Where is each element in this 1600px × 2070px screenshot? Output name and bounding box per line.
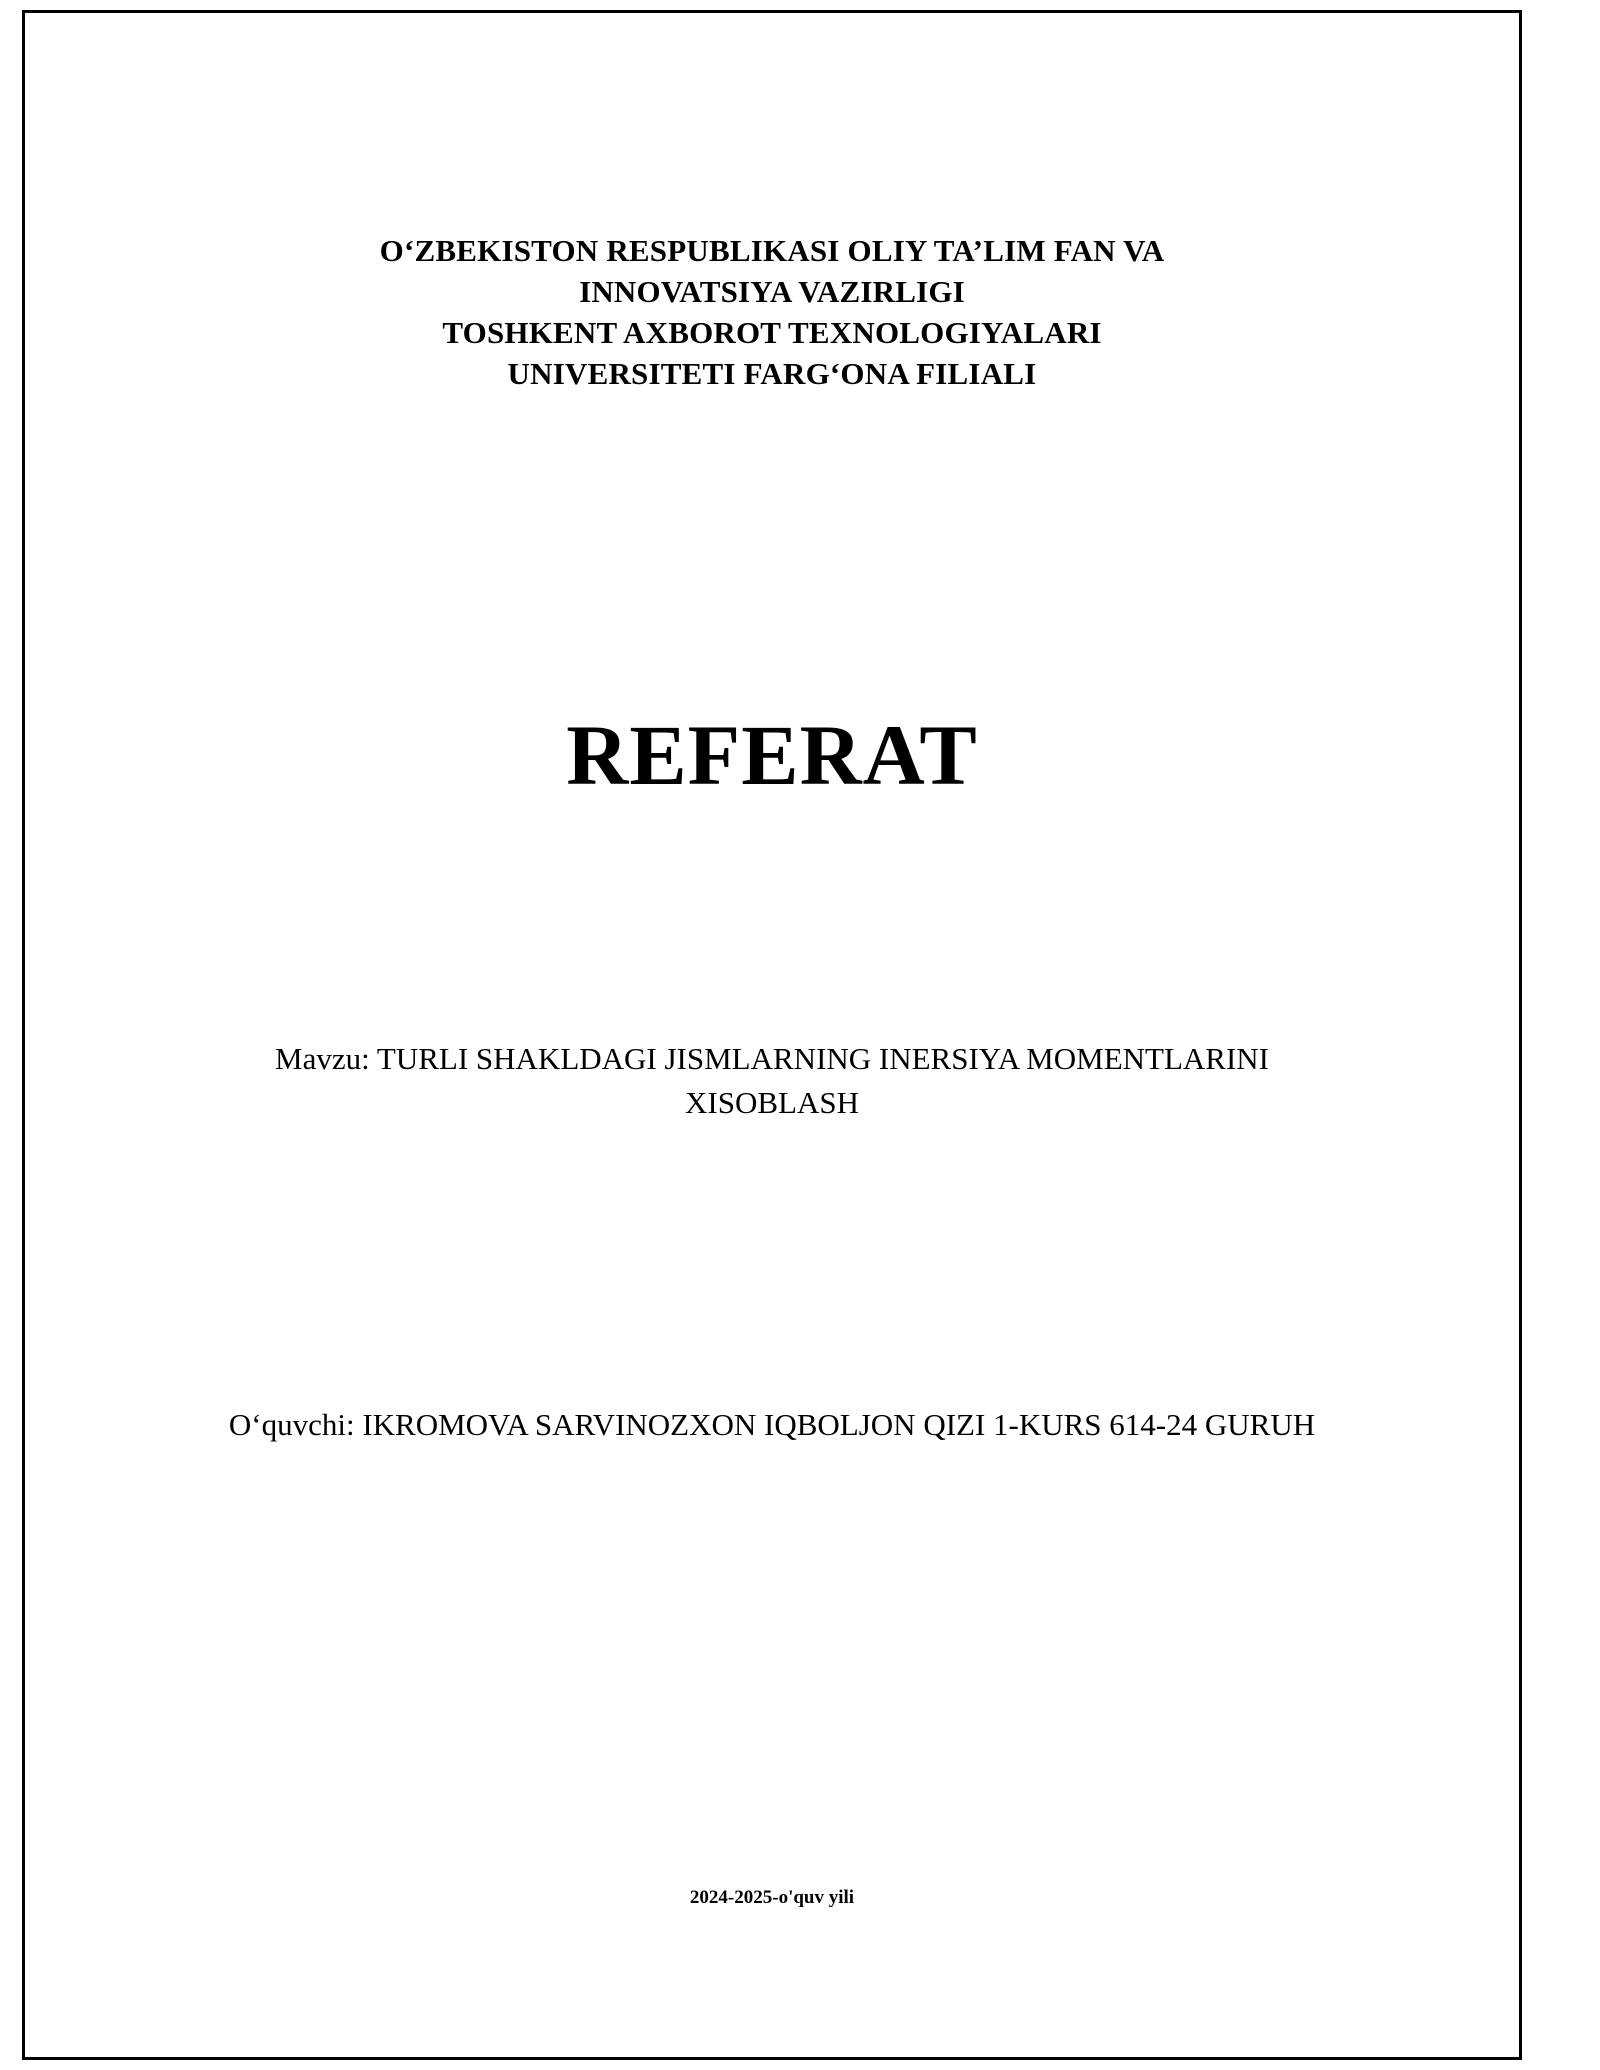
author-line: O‘quvchi: IKROMOVA SARVINOZXON IQBOLJON QIZI 1-KURS 614-24 GURUH bbox=[228, 1406, 1316, 1442]
institution-line-4: UNIVERSITETI FARG‘ONA FILIALI bbox=[507, 355, 1037, 391]
subject-line: Mavzu: TURLI SHAKLDAGI JISMLARNING INERSIYA MOMENTLARINI XISOBLASH bbox=[275, 1040, 1269, 1120]
title-page-content bbox=[25, 13, 1519, 2057]
document-type-title: REFERAT bbox=[566, 706, 978, 803]
institution-line-1: O‘ZBEKISTON RESPUBLIKASI OLIY TA’LIM FAN VA bbox=[379, 233, 1165, 268]
institution-header bbox=[145, 13, 1399, 395]
page-border-frame bbox=[22, 10, 1522, 2060]
institution-line-2: INNOVATSIYA VAZIRLIGI bbox=[579, 273, 965, 309]
institution-line-3: TOSHKENT AXBOROT TEXNOLOGIYALARI bbox=[442, 314, 1102, 350]
academic-year: 2024-2025-o'quv yili bbox=[689, 1887, 855, 1908]
